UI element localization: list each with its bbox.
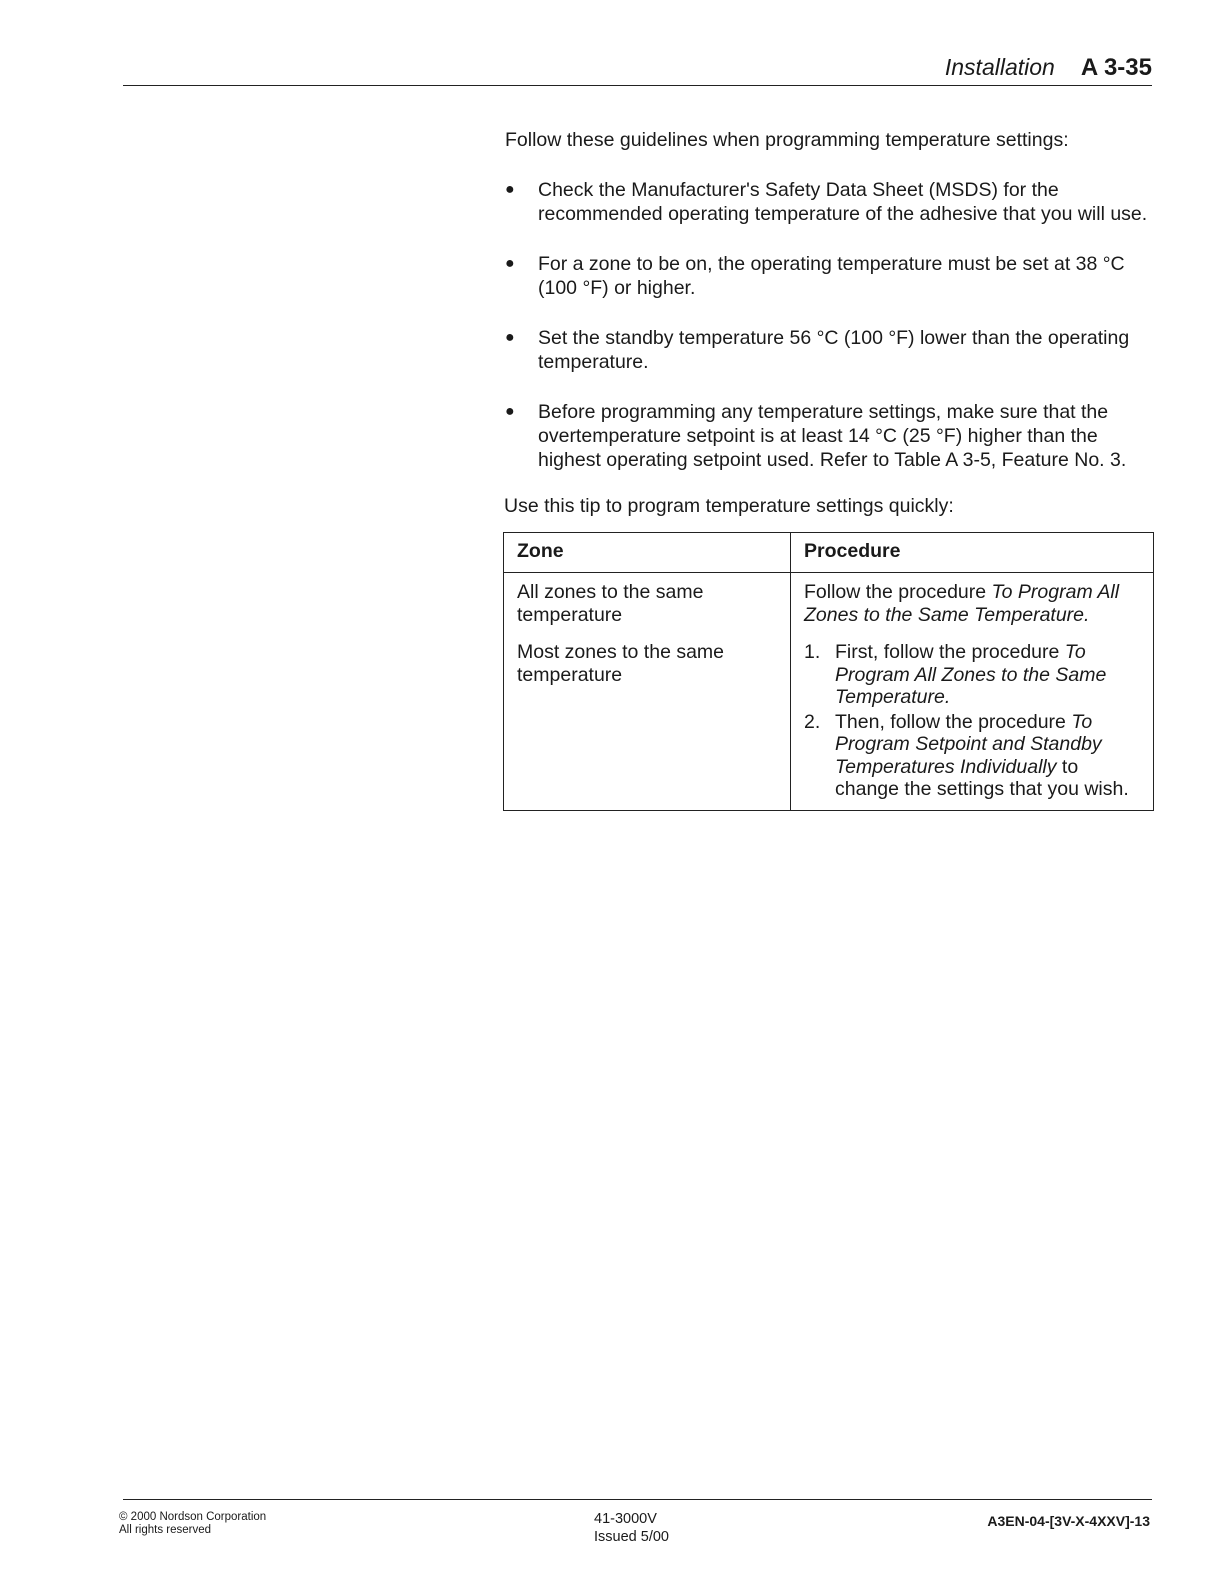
zone-cell: Most zones to the same temperature: [504, 633, 791, 810]
footer-copyright: [119, 1511, 266, 1537]
list-item: [505, 400, 1155, 472]
procedure-steps: [804, 641, 1140, 801]
step-text: Then, follow the procedure: [835, 710, 1072, 733]
footer-document-code: A3EN-04-[3V-X-4XXV]-13: [987, 1513, 1150, 1529]
header-page-number: A 3-35: [1080, 54, 1152, 81]
table-row: [504, 633, 1154, 810]
list-item: [505, 252, 1155, 300]
issue-date: Issued 5/00: [594, 1529, 669, 1545]
tip-paragraph: Use this tip to program temperature settings quickly:: [504, 495, 954, 517]
document-number: 41-3000V: [594, 1511, 657, 1527]
procedure-cell: [791, 633, 1154, 810]
header-rule: [123, 85, 1152, 86]
procedure-text: Follow the procedure: [804, 581, 992, 603]
bullet-icon: ●: [505, 403, 515, 420]
procedure-column-header: Procedure: [791, 533, 1154, 573]
header-section-title: Installation: [944, 54, 1055, 80]
table-header-row: [504, 533, 1154, 573]
guideline-list: [505, 178, 1155, 472]
guideline-text: Before programming any temperature settings, make sure that the overtemperature setpoint is at least 14 °C (25 °F) higher than the highest operating setpoint used. Refer to Table A 3-5, Feature No. 3.: [538, 401, 1127, 471]
procedure-reference: To Program Setpoint and Standby Temperatures Individually: [835, 710, 1102, 778]
intro-paragraph: Follow these guidelines when programming temperature settings:: [505, 129, 1069, 151]
bullet-icon: ●: [505, 329, 515, 346]
bullet-icon: ●: [505, 255, 515, 272]
rights-text: All rights reserved: [119, 1524, 212, 1536]
copyright-text: © 2000 Nordson Corporation: [119, 1511, 267, 1523]
step-text: First, follow the procedure: [835, 641, 1065, 663]
zone-cell: All zones to the same temperature: [504, 573, 791, 634]
footer-document-info: [594, 1510, 669, 1546]
guideline-text: For a zone to be on, the operating temperature must be set at 38 °C (100 °F) or higher.: [538, 253, 1125, 299]
step-number: 1.: [804, 641, 821, 663]
list-item: [505, 178, 1155, 226]
zone-column-header: Zone: [504, 533, 791, 573]
step-number: 2.: [804, 710, 821, 733]
guideline-text: Check the Manufacturer's Safety Data Sheet (MSDS) for the recommended operating temperature of the adhesive that you will use.: [538, 179, 1148, 225]
procedure-cell: [791, 573, 1154, 634]
list-item: [804, 641, 1140, 709]
bullet-icon: ●: [505, 181, 515, 198]
page-header: [0, 54, 1152, 82]
guideline-text: Set the standby temperature 56 °C (100 °F) lower than the operating temperature.: [538, 327, 1130, 373]
procedure-table: [503, 532, 1154, 811]
procedure-reference: To Program All Zones to the Same Temperature.: [804, 581, 1120, 626]
list-item: [804, 711, 1140, 801]
footer-rule: [123, 1499, 1152, 1500]
procedure-reference: To Program All Zones to the Same Temperature.: [835, 641, 1107, 708]
main-content: [505, 128, 1155, 811]
table-row: [504, 573, 1154, 634]
step-text: to change the settings that you wish.: [835, 755, 1129, 800]
list-item: [505, 326, 1155, 374]
